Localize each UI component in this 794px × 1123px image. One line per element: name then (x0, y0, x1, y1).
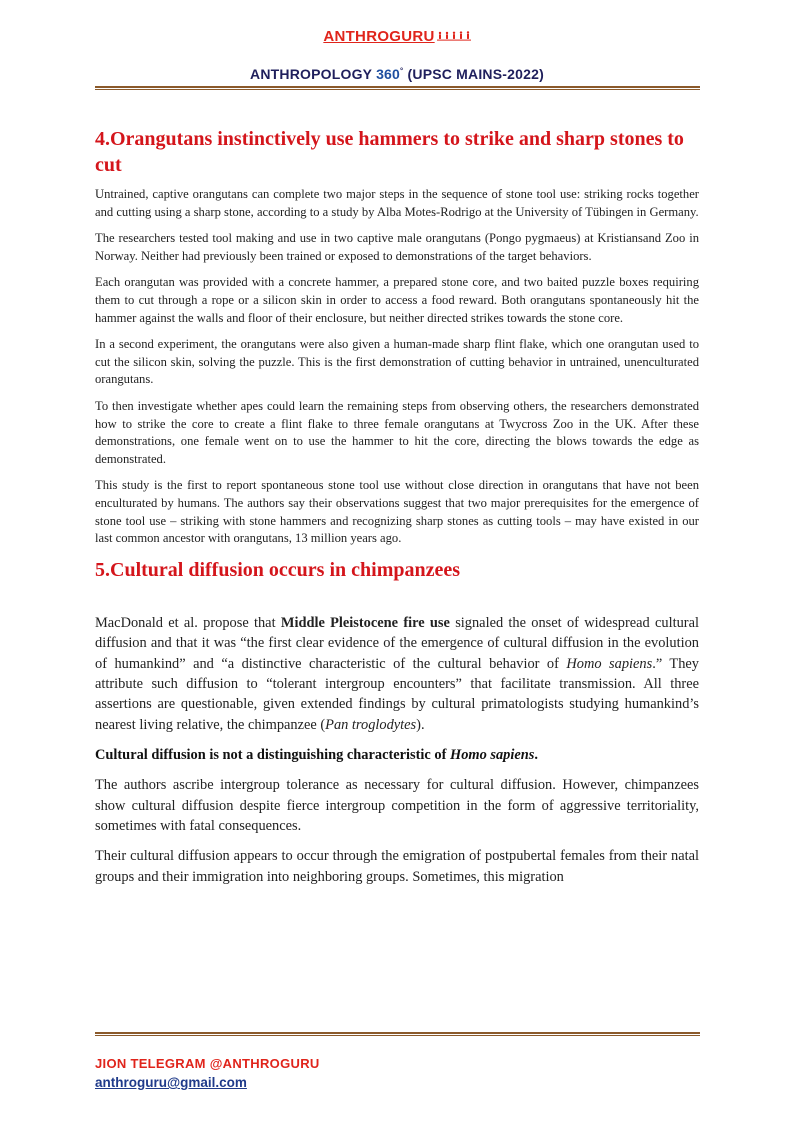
header-rule (95, 86, 700, 90)
main-content (95, 126, 699, 897)
paragraph: Each orangutan was provided with a concrete hammer, a prepared stone core, and two baited puzzle boxes requiring them to cut through a rope or a silicon skin in order to access a food reward. Both orangutans spontaneously hit the hammer against the walls and floor of their enclosure, but neither directed strikes towards the stone core. (95, 275, 699, 325)
brand-header (0, 28, 794, 46)
paragraph-macdonald: MacDonald et al. propose that Middle Pleistocene fire use signaled the onset of widespread cultural diffusion and that it was “the first clear evidence of the emergence of cultural diffusion in the evolution of humankind” and “a distinctive characteristic of the cultural behavior of Homo sapiens.” They attribute such diffusion to “tolerant intergroup encounters” that facilitate transmission. All three assertions are questionable, given extended findings by cultural primatologists studying humankind’s nearest living relative, the chimpanzee (Pan troglodytes). (95, 614, 699, 733)
paragraph: Untrained, captive orangutans can complete two major steps in the sequence of stone tool use: striking rocks together and cutting using a sharp stone, according to a study by Alba Motes-Rodrigo at the University of Tübingen in Germany. (95, 187, 699, 219)
title-suffix: (UPSC MAINS-2022) (403, 66, 544, 82)
email-link[interactable]: anthroguru@gmail.com (95, 1075, 247, 1090)
human-evolution-icon (437, 31, 471, 41)
paragraph: The authors ascribe intergroup tolerance as necessary for cultural diffusion. However, chimpanzees show cultural diffusion despite fierce intergroup competition in the form of aggressive territoriality, sometimes with fatal consequences. (95, 777, 699, 834)
paragraph: This study is the first to report spontaneous stone tool use without close direction in orangutans that have not been enculturated by humans. The authors say their observations suggest that two major prerequisites for the emergence of stone tool use – striking with stone hammers and recognizing sharp stones as cutting tools – may have existed in our last common ancestor with orangutans, 13 million years ago. (95, 478, 699, 546)
footer-rule (95, 1032, 700, 1036)
paragraph: To then investigate whether apes could learn the remaining steps from observing others, the researchers demonstrated how to strike the core to create a flint flake to three female orangutans at Twycross Zoo in the UK. After these demonstrations, one female went on to use the hammer to hit the core, directing the blows towards the edge as demonstrated. (95, 398, 699, 466)
footer (95, 1056, 700, 1092)
paragraph: In a second experiment, the orangutans were also given a human-made sharp flint flake, which one orangutan used to cut the silicon skin, solving the puzzle. This is the first demonstration of cutting behavior in untrained, unenculturated orangutans. (95, 337, 699, 387)
paragraph: Their cultural diffusion appears to occur through the emigration of postpubertal females from their natal groups and their immigration into neighboring groups. Sometimes, this migration (95, 848, 699, 885)
brand-link[interactable]: ANTHROGURU (323, 28, 435, 45)
paragraph: The researchers tested tool making and use in two captive male orangutans (Pongo pygmaeus) at Kristiansand Zoo in Norway. Neither had previously been trained or exposed to demonstrations of the target behaviors. (95, 231, 699, 263)
telegram-link[interactable]: JION TELEGRAM @ANTHROGURU (95, 1056, 320, 1071)
title-360: 360 (376, 66, 401, 82)
title-degree: ° (400, 66, 404, 76)
document-title (0, 66, 794, 82)
fire-use-emphasis: Middle Pleistocene fire use (280, 614, 450, 631)
subheading-cultural-diffusion: Cultural diffusion is not a distinguishing characteristic of Homo sapiens. (95, 747, 538, 764)
section-5-heading: 5.Cultural diffusion occurs in chimpanzees (95, 558, 461, 581)
species-italic: Homo sapiens (566, 655, 653, 672)
section-4-heading: 4.Orangutans instinctively use hammers to strike and sharp stones to cut (95, 128, 684, 176)
title-prefix: ANTHROPOLOGY (250, 66, 377, 82)
species-italic: Pan troglodytes (325, 716, 417, 733)
